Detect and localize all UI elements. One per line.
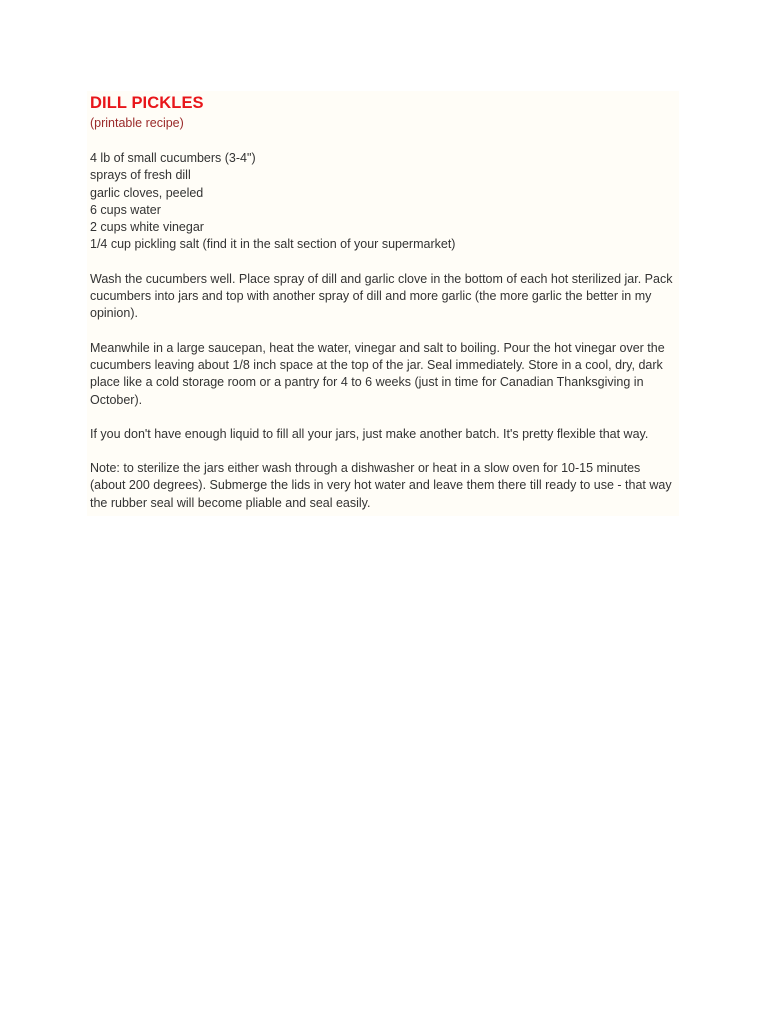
instruction-paragraph-batch: If you don't have enough liquid to fill all your jars, just make another batch. It's pretty flexible that way. <box>90 426 649 441</box>
ingredient-item: garlic cloves, peeled <box>90 185 204 200</box>
ingredient-list <box>90 150 675 254</box>
ingredient-item: 4 lb of small cucumbers (3-4") <box>90 151 256 165</box>
recipe-title: DILL PICKLES <box>90 94 204 112</box>
recipe-panel <box>87 91 679 516</box>
ingredient-item: sprays of fresh dill <box>90 168 191 183</box>
ingredient-item: 1/4 cup pickling salt (find it in the salt section of your supermarket) <box>90 237 456 252</box>
printable-recipe-link[interactable]: (printable recipe) <box>90 116 184 130</box>
instruction-paragraph-wash: Wash the cucumbers well. Place spray of dill and garlic clove in the bottom of each hot sterilized jar. Pack cucumbers into jars and top with another spray of dill and more garlic (the more garlic the better in my opinion). <box>90 271 673 321</box>
sterilize-note: Note: to sterilize the jars either wash through a dishwasher or heat in a slow oven for 10-15 minutes (about 200 degrees). Submerge the lids in very hot water and leave them there till ready to use - that way the rubber seal will become pliable and seal easily. <box>90 461 672 510</box>
instruction-paragraph-brine: Meanwhile in a large saucepan, heat the water, vinegar and salt to boiling. Pour the hot vinegar over the cucumbers leaving about 1/8 inch space at the top of the jar. Seal immediately. Store in a cool, dry, dark place like a cold storage room or a pantry for 4 to 6 weeks (just in time for Canadian Thanksgiving in October). <box>90 340 665 407</box>
ingredient-item: 6 cups water <box>90 202 161 217</box>
ingredient-item: 2 cups white vinegar <box>90 220 204 235</box>
